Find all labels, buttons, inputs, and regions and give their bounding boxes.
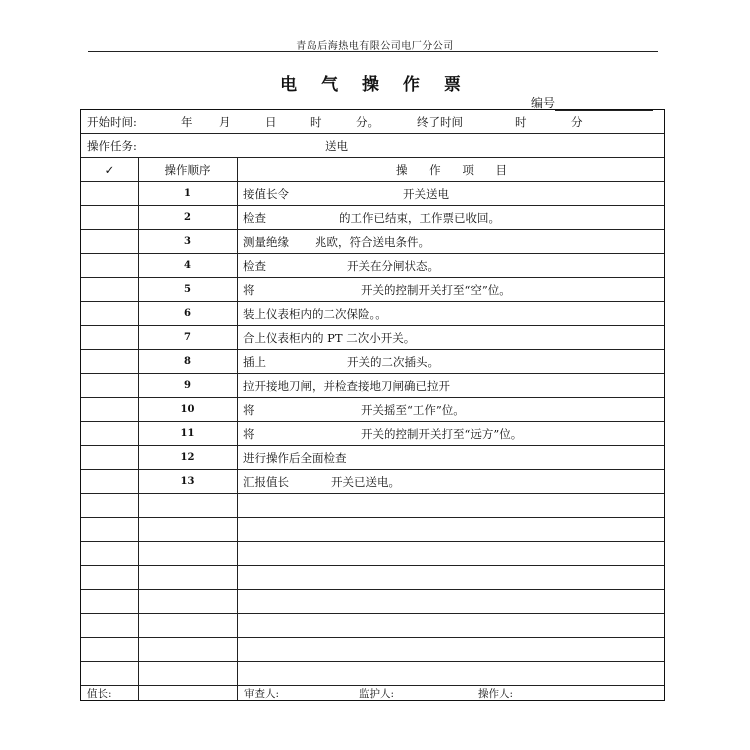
step-row (81, 254, 664, 278)
step-check-cell[interactable] (81, 302, 138, 325)
step-item-text: 合上仪表柜内的 PT 二次小开关。 (243, 330, 416, 345)
signature-row (81, 686, 664, 700)
blank-row (81, 518, 664, 542)
step-item (243, 614, 663, 637)
step-item (243, 398, 663, 421)
step-row (81, 206, 664, 230)
step-item-text: 接值长令 (243, 186, 289, 201)
blank-row (81, 542, 664, 566)
step-item (243, 374, 663, 397)
step-number (138, 590, 237, 613)
step-number (138, 566, 237, 589)
blank-row (81, 638, 664, 662)
step-number (138, 494, 237, 517)
step-number (138, 542, 237, 565)
step-check-cell[interactable] (81, 182, 138, 205)
step-item-text: 将 (243, 282, 255, 297)
step-row (81, 230, 664, 254)
step-number: 5 (184, 284, 191, 295)
step-row (81, 470, 664, 494)
step-item (243, 638, 663, 661)
step-check-cell[interactable] (81, 206, 138, 229)
end-minute-label[interactable]: 分 (571, 114, 583, 129)
step-item (243, 590, 663, 613)
step-item (243, 254, 663, 277)
step-item (243, 230, 663, 253)
column-header-row (81, 158, 664, 182)
step-item (243, 566, 663, 589)
step-check-cell[interactable] (81, 590, 138, 613)
step-number: 11 (180, 428, 195, 439)
step-check-cell[interactable] (81, 254, 138, 277)
guardian-label: 监护人: (359, 687, 395, 700)
reviewer-label: 审查人: (244, 687, 280, 700)
step-row (81, 278, 664, 302)
step-item-text: 测量绝缘 (243, 234, 289, 249)
step-item-detail: 开关已送电。 (331, 474, 400, 489)
step-item-text: 装上仪表柜内的二次保险。。 (243, 306, 387, 321)
blank-row (81, 566, 664, 590)
operation-ticket-table (80, 109, 665, 701)
step-item (243, 422, 663, 445)
blank-row (81, 614, 664, 638)
step-number: 10 (180, 404, 195, 415)
company-name: 青岛后海热电有限公司电厂分公司 (296, 41, 454, 52)
step-row (81, 182, 664, 206)
step-item-text: 拉开接地刀闸，并检查接地刀闸确已拉开 (243, 378, 450, 393)
step-item (243, 326, 663, 349)
step-check-cell[interactable] (81, 662, 138, 685)
start-year-label[interactable]: 年 (181, 114, 193, 129)
step-check-cell[interactable] (81, 398, 138, 421)
step-check-cell[interactable] (81, 494, 138, 517)
step-item-text: 将 (243, 426, 255, 441)
step-check-cell[interactable] (81, 446, 138, 469)
step-item-detail: 兆欧，符合送电条件。 (315, 234, 430, 249)
step-item-text: 将 (243, 402, 255, 417)
step-item-text: 检查 (243, 258, 266, 273)
step-item (243, 662, 663, 685)
step-check-cell[interactable] (81, 374, 138, 397)
step-item (243, 182, 663, 205)
step-item-detail: 开关的二次插头。 (347, 354, 439, 369)
step-check-cell[interactable] (81, 638, 138, 661)
step-item-detail: 的工作已结束，工作票已收回。 (339, 210, 500, 225)
step-check-cell[interactable] (81, 566, 138, 589)
step-row (81, 302, 664, 326)
task-value[interactable]: 送电 (325, 138, 348, 153)
step-number (138, 518, 237, 541)
step-number: 4 (184, 260, 191, 271)
check-column-header: ✓ (104, 162, 115, 177)
step-item (243, 494, 663, 517)
step-row (81, 398, 664, 422)
step-number: 6 (184, 308, 191, 319)
blank-row (81, 494, 664, 518)
step-item-text: 进行操作后全面检查 (243, 450, 347, 465)
step-number: 9 (184, 380, 191, 391)
step-check-cell[interactable] (81, 518, 138, 541)
step-number: 8 (184, 356, 191, 367)
step-row (81, 422, 664, 446)
step-item-detail: 开关的控制开关打至“远方”位。 (361, 426, 523, 441)
step-check-cell[interactable] (81, 230, 138, 253)
step-number (138, 662, 237, 685)
start-day-label[interactable]: 日 (265, 114, 277, 129)
step-item-text: 汇报值长 (243, 474, 289, 489)
task-row (81, 134, 664, 158)
step-row (81, 374, 664, 398)
task-label: 操作任务: (87, 138, 137, 153)
step-check-cell[interactable] (81, 470, 138, 493)
start-month-label[interactable]: 月 (219, 114, 231, 129)
step-item (243, 206, 663, 229)
time-row (81, 110, 664, 134)
step-check-cell[interactable] (81, 278, 138, 301)
step-number (138, 638, 237, 661)
step-number: 1 (184, 188, 191, 199)
step-item (243, 518, 663, 541)
step-item (243, 446, 663, 469)
end-hour-label[interactable]: 时 (515, 114, 527, 129)
start-hour-label[interactable]: 时 (310, 114, 322, 129)
start-time-label: 开始时间: (87, 114, 137, 129)
start-minute-label[interactable]: 分。 (356, 114, 379, 129)
step-item (243, 278, 663, 301)
header-divider (88, 51, 658, 52)
step-number: 13 (180, 476, 195, 487)
step-check-cell[interactable] (81, 350, 138, 373)
order-column-header: 操作顺序 (164, 162, 211, 177)
step-item-text: 插上 (243, 354, 266, 369)
step-item-detail: 开关的控制开关打至“空”位。 (361, 282, 511, 297)
blank-row (81, 662, 664, 686)
operator-label: 操作人: (478, 687, 514, 700)
step-check-cell[interactable] (81, 326, 138, 349)
step-row (81, 350, 664, 374)
step-number (138, 614, 237, 637)
step-item (243, 350, 663, 373)
step-item-detail: 开关在分闸状态。 (347, 258, 439, 273)
serial-label: 编号 (531, 96, 556, 110)
blank-row (81, 590, 664, 614)
step-number: 3 (184, 236, 191, 247)
step-number: 7 (184, 332, 191, 343)
step-check-cell[interactable] (81, 422, 138, 445)
step-row (81, 326, 664, 350)
page-title: 电 气 操 作 票 (280, 75, 470, 95)
step-number: 2 (184, 212, 191, 223)
step-item-text: 检查 (243, 210, 266, 225)
duty-chief-label: 值长: (87, 687, 112, 700)
step-number: 12 (180, 452, 195, 463)
step-row (81, 446, 664, 470)
step-item (243, 302, 663, 325)
end-time-label: 终了时间 (417, 114, 463, 129)
step-check-cell[interactable] (81, 542, 138, 565)
step-check-cell[interactable] (81, 614, 138, 637)
step-item-detail: 开关摇至“工作”位。 (361, 402, 465, 417)
step-item-detail: 开关送电 (403, 186, 449, 201)
step-item (243, 470, 663, 493)
step-item (243, 542, 663, 565)
item-column-header: 操 作 项 目 (396, 162, 507, 177)
